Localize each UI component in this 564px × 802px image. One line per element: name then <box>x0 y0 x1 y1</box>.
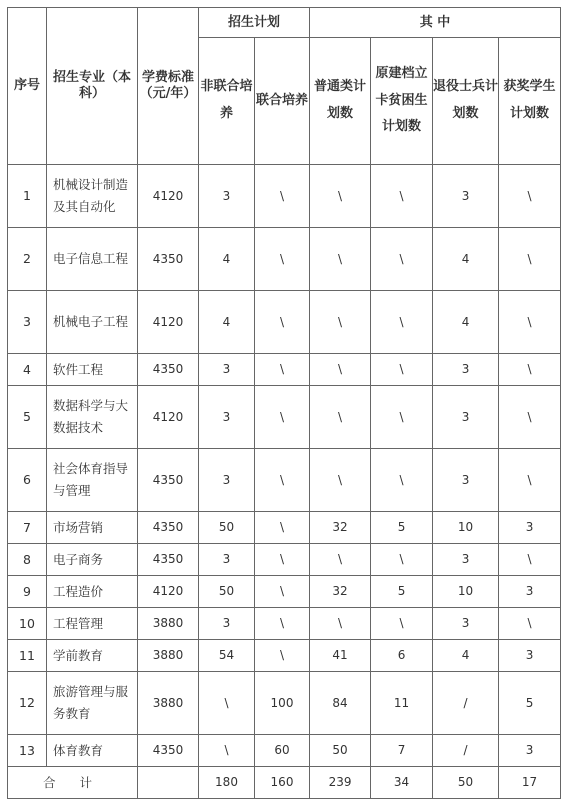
row-joint: 60 <box>255 735 310 767</box>
total-joint: 160 <box>255 767 310 799</box>
row-veteran: 3 <box>433 449 499 512</box>
row-general: 41 <box>310 640 371 672</box>
header-nonjoint: 非联合培养 <box>199 38 255 165</box>
row-joint: \ <box>255 228 310 291</box>
header-fee: 学费标准（元/年） <box>138 8 199 165</box>
table-row <box>8 640 561 672</box>
row-major: 软件工程 <box>47 354 138 386</box>
row-general: \ <box>310 354 371 386</box>
row-poverty: 11 <box>371 672 433 735</box>
row-index: 2 <box>8 228 47 291</box>
row-veteran: 4 <box>433 228 499 291</box>
row-award: \ <box>499 386 561 449</box>
table-row <box>8 576 561 608</box>
table-row <box>8 449 561 512</box>
row-major: 数据科学与大数据技术 <box>47 386 138 449</box>
row-general: \ <box>310 291 371 354</box>
row-poverty: \ <box>371 544 433 576</box>
row-award: \ <box>499 228 561 291</box>
row-index: 6 <box>8 449 47 512</box>
row-general: \ <box>310 449 371 512</box>
row-joint: \ <box>255 165 310 228</box>
row-nonjoint: 3 <box>199 165 255 228</box>
table-row <box>8 354 561 386</box>
table-row <box>8 165 561 228</box>
row-fee: 4350 <box>138 354 199 386</box>
row-veteran: 4 <box>433 291 499 354</box>
row-general: 84 <box>310 672 371 735</box>
row-veteran: 3 <box>433 608 499 640</box>
row-poverty: 5 <box>371 512 433 544</box>
row-joint: \ <box>255 449 310 512</box>
row-nonjoint: 4 <box>199 228 255 291</box>
row-fee: 4120 <box>138 576 199 608</box>
total-label: 合 计 <box>8 767 138 799</box>
row-joint: \ <box>255 291 310 354</box>
row-index: 1 <box>8 165 47 228</box>
table-row <box>8 672 561 735</box>
row-fee: 4120 <box>138 291 199 354</box>
row-veteran: 3 <box>433 386 499 449</box>
header-general: 普通类计划数 <box>310 38 371 165</box>
header-plan-group: 招生计划 <box>199 8 310 38</box>
row-fee: 4120 <box>138 165 199 228</box>
row-veteran: / <box>433 672 499 735</box>
row-joint: \ <box>255 576 310 608</box>
header-index: 序号 <box>8 8 47 165</box>
row-index: 9 <box>8 576 47 608</box>
row-joint: \ <box>255 544 310 576</box>
row-poverty: \ <box>371 608 433 640</box>
row-fee: 4350 <box>138 544 199 576</box>
row-general: \ <box>310 544 371 576</box>
row-major: 机械电子工程 <box>47 291 138 354</box>
row-general: \ <box>310 386 371 449</box>
row-joint: 100 <box>255 672 310 735</box>
admission-plan-table <box>7 7 561 799</box>
row-major: 电子商务 <box>47 544 138 576</box>
row-veteran: 3 <box>433 354 499 386</box>
row-index: 8 <box>8 544 47 576</box>
row-nonjoint: \ <box>199 672 255 735</box>
row-general: 32 <box>310 576 371 608</box>
row-award: \ <box>499 291 561 354</box>
row-nonjoint: 3 <box>199 608 255 640</box>
header-poverty: 原建档立卡贫困生计划数 <box>371 38 433 165</box>
row-major: 旅游管理与服务教育 <box>47 672 138 735</box>
row-major: 学前教育 <box>47 640 138 672</box>
row-poverty: 5 <box>371 576 433 608</box>
row-poverty: 6 <box>371 640 433 672</box>
row-index: 11 <box>8 640 47 672</box>
row-veteran: 3 <box>433 165 499 228</box>
row-veteran: 10 <box>433 576 499 608</box>
row-veteran: 4 <box>433 640 499 672</box>
row-award: \ <box>499 165 561 228</box>
row-fee: 3880 <box>138 608 199 640</box>
row-index: 4 <box>8 354 47 386</box>
row-nonjoint: \ <box>199 735 255 767</box>
total-general: 239 <box>310 767 371 799</box>
row-award: 3 <box>499 512 561 544</box>
row-fee: 3880 <box>138 672 199 735</box>
table-row <box>8 544 561 576</box>
table-row <box>8 291 561 354</box>
table-row <box>8 228 561 291</box>
row-general: 32 <box>310 512 371 544</box>
row-award: 3 <box>499 735 561 767</box>
row-poverty: 7 <box>371 735 433 767</box>
row-index: 3 <box>8 291 47 354</box>
row-major: 机械设计制造及其自动化 <box>47 165 138 228</box>
row-index: 7 <box>8 512 47 544</box>
row-fee: 4350 <box>138 449 199 512</box>
total-fee-empty <box>138 767 199 799</box>
row-fee: 4120 <box>138 386 199 449</box>
row-veteran: 10 <box>433 512 499 544</box>
row-fee: 3880 <box>138 640 199 672</box>
row-poverty: \ <box>371 386 433 449</box>
row-nonjoint: 50 <box>199 576 255 608</box>
row-nonjoint: 54 <box>199 640 255 672</box>
header-award: 获奖学生计划数 <box>499 38 561 165</box>
row-joint: \ <box>255 608 310 640</box>
row-major: 市场营销 <box>47 512 138 544</box>
row-poverty: \ <box>371 228 433 291</box>
total-award: 17 <box>499 767 561 799</box>
header-major: 招生专业（本科） <box>47 8 138 165</box>
row-nonjoint: 3 <box>199 354 255 386</box>
row-index: 10 <box>8 608 47 640</box>
row-nonjoint: 3 <box>199 386 255 449</box>
row-poverty: \ <box>371 354 433 386</box>
row-joint: \ <box>255 640 310 672</box>
row-joint: \ <box>255 512 310 544</box>
row-general: \ <box>310 608 371 640</box>
row-joint: \ <box>255 386 310 449</box>
row-nonjoint: 4 <box>199 291 255 354</box>
row-major: 工程管理 <box>47 608 138 640</box>
row-award: \ <box>499 354 561 386</box>
row-poverty: \ <box>371 291 433 354</box>
row-major: 电子信息工程 <box>47 228 138 291</box>
row-major: 社会体育指导与管理 <box>47 449 138 512</box>
row-fee: 4350 <box>138 512 199 544</box>
row-joint: \ <box>255 354 310 386</box>
row-fee: 4350 <box>138 735 199 767</box>
row-veteran: / <box>433 735 499 767</box>
table-row <box>8 512 561 544</box>
row-general: 50 <box>310 735 371 767</box>
row-general: \ <box>310 228 371 291</box>
row-index: 5 <box>8 386 47 449</box>
row-general: \ <box>310 165 371 228</box>
total-nonjoint: 180 <box>199 767 255 799</box>
row-nonjoint: 50 <box>199 512 255 544</box>
row-veteran: 3 <box>433 544 499 576</box>
row-poverty: \ <box>371 165 433 228</box>
row-index: 13 <box>8 735 47 767</box>
row-nonjoint: 3 <box>199 544 255 576</box>
row-major: 工程造价 <box>47 576 138 608</box>
total-row <box>8 767 561 799</box>
header-joint: 联合培养 <box>255 38 310 165</box>
total-poverty: 34 <box>371 767 433 799</box>
row-index: 12 <box>8 672 47 735</box>
row-fee: 4350 <box>138 228 199 291</box>
row-nonjoint: 3 <box>199 449 255 512</box>
row-award: \ <box>499 608 561 640</box>
table-row <box>8 608 561 640</box>
header-among-group: 其 中 <box>310 8 561 38</box>
table-row <box>8 386 561 449</box>
row-poverty: \ <box>371 449 433 512</box>
row-award: 5 <box>499 672 561 735</box>
row-award: 3 <box>499 576 561 608</box>
row-major: 体育教育 <box>47 735 138 767</box>
table-row <box>8 735 561 767</box>
row-award: 3 <box>499 640 561 672</box>
total-veteran: 50 <box>433 767 499 799</box>
row-award: \ <box>499 544 561 576</box>
row-award: \ <box>499 449 561 512</box>
header-veteran: 退役士兵计划数 <box>433 38 499 165</box>
